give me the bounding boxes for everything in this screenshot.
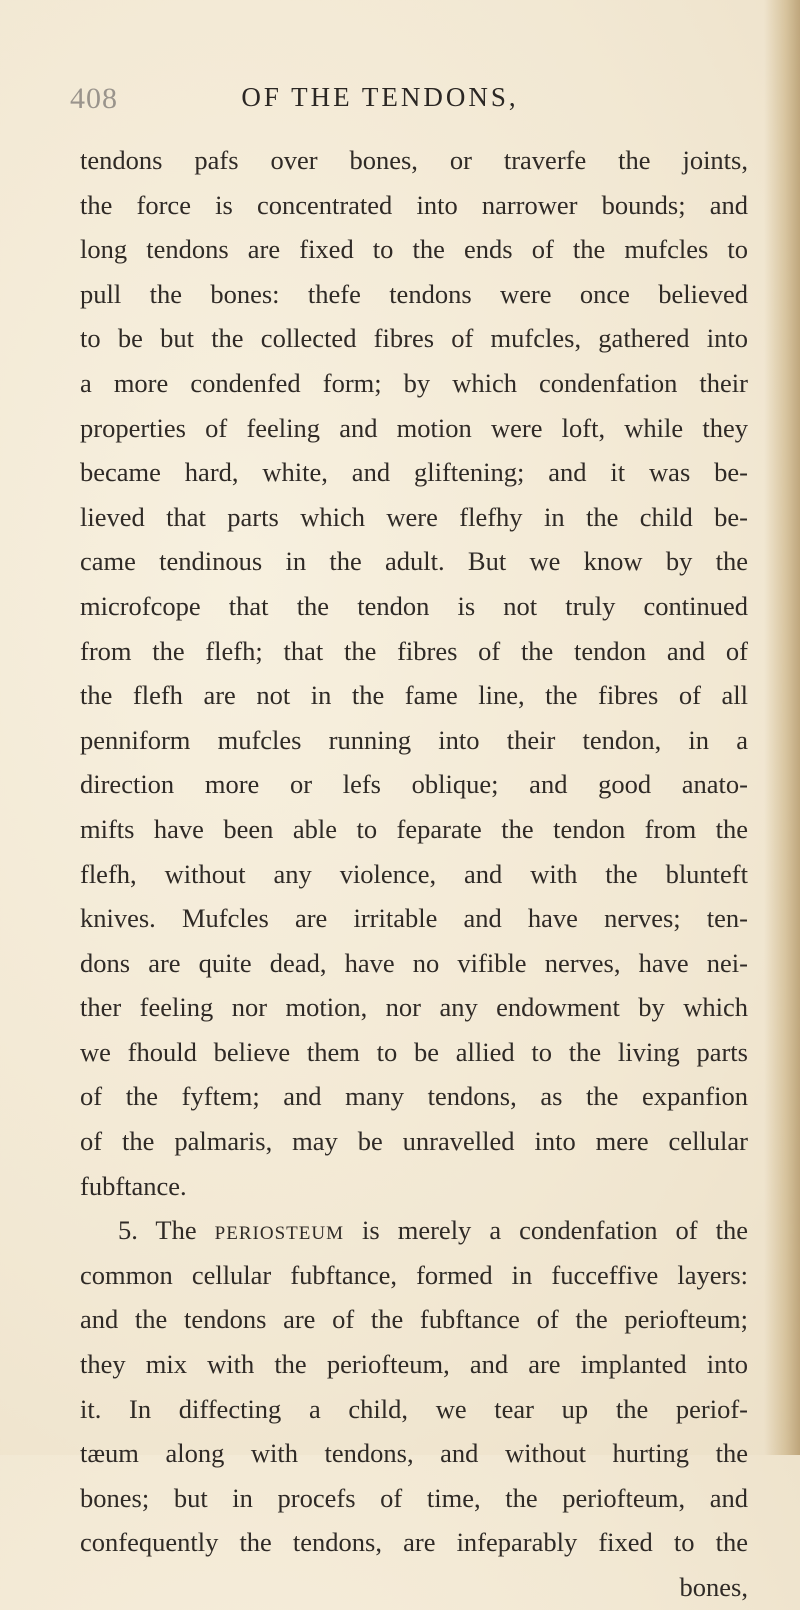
text-line: the flefh are not in the fame line, the fibres of all	[80, 680, 748, 711]
text-line: microfcope that the tendon is not truly continued	[80, 590, 748, 621]
page-header	[70, 82, 690, 122]
text-line: direction more or lefs oblique; and good anato-	[80, 769, 748, 800]
page-number: 408	[70, 82, 118, 115]
paragraph-number: 5.	[118, 1215, 138, 1246]
text-line: it. In diffecting a child, we tear up the periof-	[80, 1393, 748, 1424]
text-line: flefh, without any violence, and with the blunteft	[80, 858, 748, 889]
text-line: came tendinous in the adult. But we know by the	[80, 546, 748, 577]
text-line: became hard, white, and gliftening; and it was be-	[80, 457, 748, 488]
text-line: knives. Mufcles are irritable and have nerves; ten-	[80, 903, 748, 934]
text-line: a more condenfed form; by which condenfation their	[80, 367, 748, 398]
page-edge-shadow	[764, 0, 800, 1455]
text-line: of the fyftem; and many tendons, as the expanfion	[80, 1081, 748, 1112]
catchword: bones,	[679, 1572, 748, 1602]
text-line: bones; but in procefs of time, the periofteum, and	[80, 1482, 748, 1513]
text-line: and the tendons are of the fubftance of the periofteum;	[80, 1304, 748, 1335]
text-line: properties of feeling and motion were loft, while they	[80, 412, 748, 443]
text-line: of the palmaris, may be unravelled into mere cellular	[80, 1126, 748, 1157]
text-line: dons are quite dead, have no vifible nerves, have nei-	[80, 947, 748, 978]
running-head: OF THE TENDONS,	[241, 82, 519, 112]
text-line: tæum along with tendons, and without hurting the	[80, 1438, 748, 1469]
body-text	[80, 138, 748, 1610]
text-line: ther feeling nor motion, nor any endowment by which	[80, 992, 748, 1023]
text-line: confequently the tendons, are infeparably fixed to the	[80, 1527, 748, 1558]
paragraph-first-line-rest: is merely a condenfation of the	[362, 1215, 748, 1246]
text-line: common cellular fubftance, formed in fucceffive layers:	[80, 1259, 748, 1290]
text-line: tendons pafs over bones, or traverfe the joints,	[80, 145, 748, 175]
text-line: the force is concentrated into narrower bounds; and	[80, 189, 748, 220]
text-line: fubftance.	[80, 1170, 187, 1201]
text-line: from the flefh; that the fibres of the tendon and of	[80, 635, 748, 666]
paragraph-first-line: 5. The periosteum is merely a condenfation of the	[118, 1215, 748, 1246]
text-line: penniform mufcles running into their tendon, in a	[80, 724, 748, 755]
text-line: lieved that parts which were flefhy in the child be-	[80, 501, 748, 532]
text-line: mifts have been able to feparate the tendon from the	[80, 813, 748, 844]
periosteum-term: periosteum	[214, 1215, 344, 1246]
text-line: pull the bones: thefe tendons were once believed	[80, 278, 748, 309]
text-line: they mix with the periofteum, and are implanted into	[80, 1349, 748, 1380]
text-line: to be but the collected fibres of mufcles, gathered into	[80, 323, 748, 354]
text-line: we fhould believe them to be allied to the living parts	[80, 1036, 748, 1067]
text-line: long tendons are fixed to the ends of the mufcles to	[80, 234, 748, 265]
